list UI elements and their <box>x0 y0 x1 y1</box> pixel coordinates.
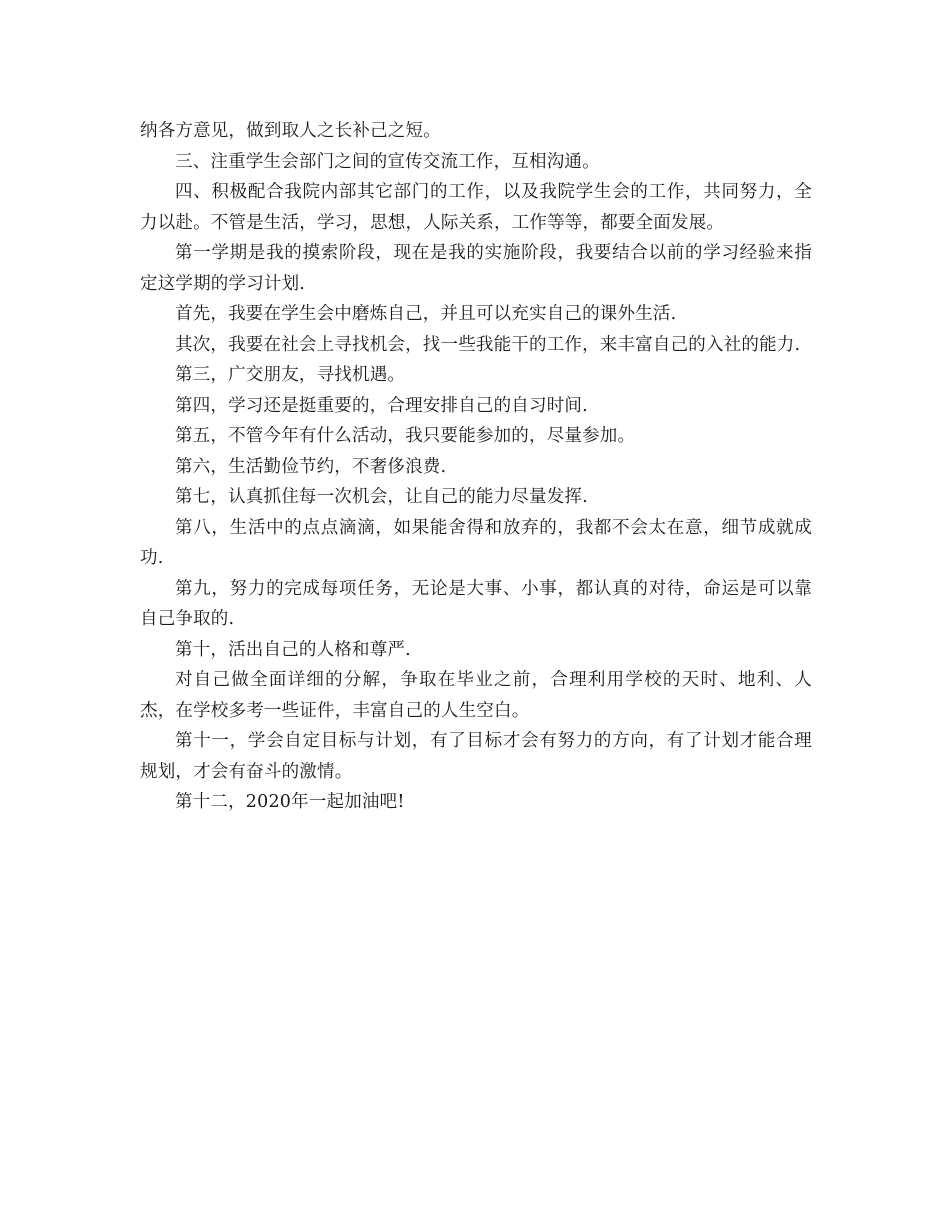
document-body <box>140 116 812 818</box>
paragraph-first: 首先，我要在学生会中磨炼自己，并且可以充实自己的课外生活. <box>175 304 677 324</box>
paragraph-fourth: 第四，学习还是挺重要的，合理安排自己的自习时间. <box>175 395 588 416</box>
paragraph-second: 其次，我要在社会上寻找机会，找一些我能干的工作，来丰富自己的入社的能力. <box>175 334 801 355</box>
paragraph-fifth: 第五，不管今年有什么活动，我只要能参加的，尽量参加。 <box>175 426 636 446</box>
paragraph-item-3: 三、注重学生会部门之间的宣传交流工作，互相沟通。 <box>175 151 600 172</box>
paragraph-twelfth: 第十二，2020年一起加油吧! <box>175 792 405 812</box>
paragraph-sixth: 第六，生活勤俭节约，不奢侈浪费. <box>175 456 447 477</box>
paragraph-summary: 对自己做全面详细的分解，争取在毕业之前，合理利用学校的天时、地利、人杰，在学校多考一些证件，丰富自己的人生空白。 <box>140 670 812 721</box>
paragraph-eleventh: 第十一，学会自定目标与计划，有了目标才会有努力的方向，有了计划才能合理规划，才会有奋斗的激情。 <box>140 731 812 782</box>
paragraph-item-4: 四、积极配合我院内部其它部门的工作，以及我院学生会的工作，共同努力，全力以赴。不管是生活，学习，思想，人际关系，工作等等，都要全面发展。 <box>140 182 812 233</box>
paragraph-third: 第三，广交朋友，寻找机遇。 <box>175 365 406 385</box>
paragraph-tenth: 第十，活出自己的人格和尊严. <box>175 639 411 660</box>
paragraph-ninth: 第九，努力的完成每项任务，无论是大事、小事，都认真的对待，命运是可以靠自己争取的. <box>140 578 812 629</box>
paragraph-continuation: 纳各方意见，做到取人之长补己之短。 <box>140 121 441 141</box>
paragraph-seventh: 第七，认真抓住每一次机会，让自己的能力尽量发挥. <box>175 487 588 507</box>
paragraph-eighth: 第八，生活中的点点滴滴，如果能舍得和放弃的，我都不会太在意，细节成就成功. <box>140 517 812 568</box>
paragraph-first-semester: 第一学期是我的摸索阶段，现在是我的实施阶段，我要结合以前的学习经验来指定这学期的学习计划. <box>140 243 812 294</box>
